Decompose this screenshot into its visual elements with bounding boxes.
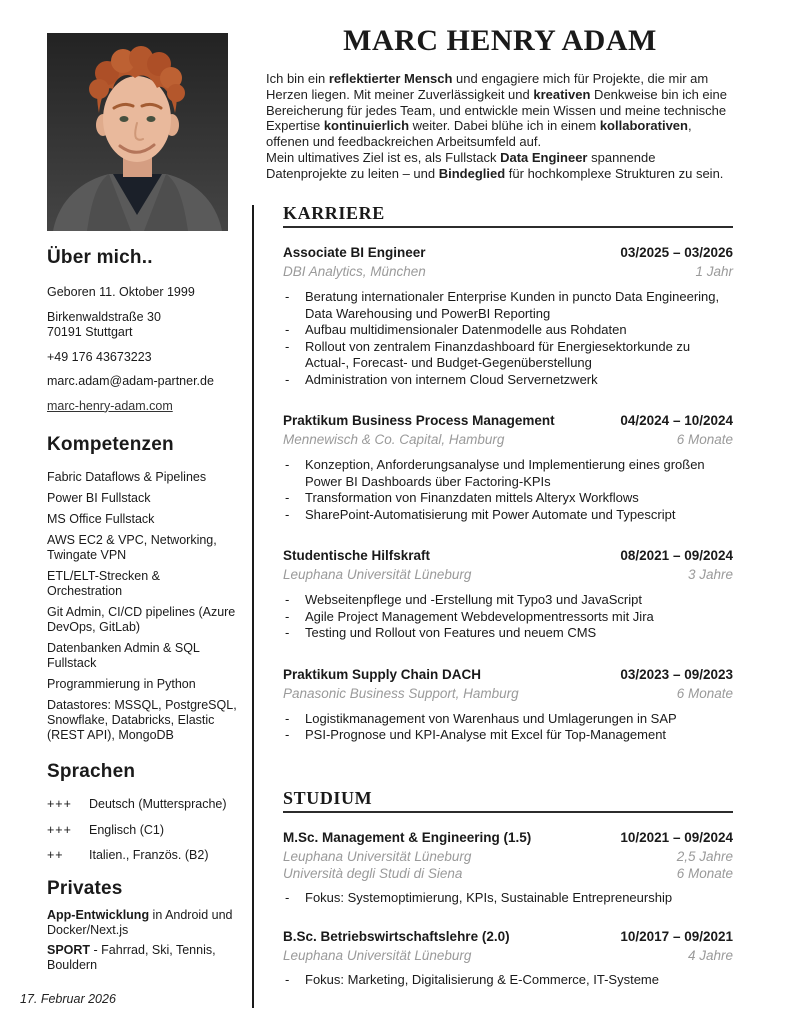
bullet-dash: - [285, 592, 290, 607]
institution-duration: 4 Jahre [687, 948, 733, 963]
language-label: Italien., Französ. (B2) [89, 848, 209, 862]
bullet-item [283, 457, 733, 490]
bullet-item [283, 890, 733, 907]
institution-row [283, 848, 733, 865]
bullet-dash: - [285, 338, 290, 354]
education-section-heading: STUDIUM [283, 788, 733, 813]
privates-heading: Privates [47, 877, 123, 899]
address-block [47, 310, 237, 341]
bullet-text: Konzeption, Anforderungsanalyse und Implementierung eines großen Power BI Dashboards über Factoring-KPIs [305, 457, 705, 489]
skill-item: Programmierung in Python [47, 677, 196, 691]
bullet-dash: - [285, 625, 290, 640]
bullet-item [283, 507, 733, 524]
address-line-1: Birkenwaldstraße 30 [47, 309, 161, 324]
institution-duration: 2,5 Jahre [676, 848, 733, 864]
job-duration: 1 Jahr [695, 264, 733, 279]
bullet-text: SharePoint-Automatisierung mit Power Automate und Typescript [305, 506, 676, 522]
job-dates: 08/2021 – 09/2024 [620, 548, 733, 563]
degree-title: M.Sc. Management & Engineering (1.5) [283, 829, 532, 845]
bullet-item [283, 490, 733, 507]
bullet-item [283, 625, 733, 642]
job-subheader-row [283, 685, 733, 702]
privates-line-sport: SPORT - Fahrrad, Ski, Tennis, Bouldern [47, 942, 216, 972]
language-label: Englisch (C1) [89, 822, 165, 837]
job-duration: 3 Jahre [687, 567, 733, 582]
language-level: +++ [47, 797, 72, 811]
intro-paragraph: Ich bin ein reflektierter Mensch und engagiere mich für Projekte, die mir am Herzen liegen. Mit meiner Zuverlässigkeit und kreativen Denkweise bin ich eine Bereicherung für jedes Team, und entwickle mein Wissen und meine technische Expertise kontinuierlich weiter. Dabei blühe ich in einem kollaborativen, offenen und feedbackreichen Arbeitsumfeld auf. Mein ultimatives Ziel ist es, als Fullstack Data Engineer spannende Datenprojekte zu leiten – und Bindeglied für hochkomplexe Strukturen zu sein. [266, 71, 728, 181]
bullet-item [283, 609, 733, 626]
institution-duration: 6 Monate [676, 865, 733, 881]
bullet-text: Aufbau multidimensionaler Datenmodelle aus Rohdaten [305, 322, 627, 337]
institution-name: Leuphana Universität Lüneburg [283, 948, 472, 963]
job-bullets [283, 289, 733, 388]
job-bullets [283, 457, 733, 523]
institution-name: Università degli Studi di Siena [283, 865, 463, 881]
bullet-dash: - [285, 490, 290, 505]
job-bullets [283, 592, 733, 642]
bullet-item [283, 592, 733, 609]
skill-item: Datastores: MSSQL, PostgreSQL, Snowflake, Databricks, Elastic (REST API), MongoDB [47, 698, 237, 742]
job-header-row [283, 412, 733, 429]
job-title: Studentische Hilfskraft [283, 548, 431, 563]
degree-header-row [283, 829, 733, 846]
institution-row [283, 865, 733, 882]
bullet-item [283, 372, 733, 389]
job-subheader-row [283, 431, 733, 448]
job-duration: 6 Monate [676, 432, 733, 447]
skill-item: AWS EC2 & VPC, Networking, Twingate VPN [47, 533, 217, 562]
job-title: Praktikum Supply Chain DACH [283, 666, 482, 682]
bullet-text: Rollout von zentralem Finanzdashboard für Energiesektorkunde zu Actual-, Forecast- und Budget-Gegenüberstellung [305, 338, 691, 370]
column-divider-line [252, 205, 254, 1008]
about-list [47, 285, 237, 414]
job-header-row [283, 666, 733, 683]
degree-title: B.Sc. Betriebswirtschaftslehre (2.0) [283, 929, 510, 944]
job-header-row [283, 547, 733, 564]
degree-dates: 10/2021 – 09/2024 [620, 829, 733, 845]
page-title: MARC HENRY ADAM [343, 24, 657, 57]
bullet-dash: - [285, 289, 290, 304]
bullet-dash: - [285, 506, 290, 522]
bullet-text: Beratung internationaler Enterprise Kunden in puncto Data Engineering, Data Warehousing und PowerBI Reporting [305, 289, 720, 321]
website-line [47, 399, 237, 415]
about-heading: Über mich.. [47, 247, 153, 268]
degree-bullets [283, 890, 733, 907]
skill-item: Power BI Fullstack [47, 491, 151, 505]
header [266, 24, 734, 195]
job-dates: 04/2024 – 10/2024 [620, 413, 733, 428]
bullet-item [283, 289, 733, 322]
job-entry [283, 547, 733, 642]
privates-line-apps: App-Entwicklung in Android und Docker/Next.js [47, 907, 233, 937]
job-dates: 03/2025 – 03/2026 [620, 245, 733, 260]
skill-item: Fabric Dataflows & Pipelines [47, 470, 207, 484]
bullet-dash: - [285, 322, 290, 337]
degree-dates: 10/2017 – 09/2021 [620, 929, 733, 944]
website-link[interactable]: marc-henry-adam.com [47, 398, 173, 413]
bullet-item [283, 711, 733, 728]
job-company: Mennewisch & Co. Capital, Hamburg [283, 432, 505, 447]
bullet-dash: - [285, 972, 290, 987]
institution-name: Leuphana Universität Lüneburg [283, 848, 472, 864]
language-row [47, 848, 237, 864]
birth-line: Geboren 11. Oktober 1999 [47, 285, 195, 299]
skills-heading: Kompetenzen [47, 434, 174, 455]
job-header-row [283, 244, 733, 261]
bullet-dash: - [285, 889, 290, 905]
bullet-item [283, 322, 733, 339]
skill-item: Datenbanken Admin & SQL Fullstack [47, 641, 200, 670]
job-duration: 6 Monate [676, 685, 733, 701]
job-title: Praktikum Business Process Management [283, 413, 555, 428]
job-company: Leuphana Universität Lüneburg [283, 567, 472, 582]
career-entries [283, 244, 733, 744]
job-company: DBI Analytics, München [283, 264, 426, 279]
job-subheader-row [283, 566, 733, 583]
career-section-heading: KARRIERE [283, 203, 733, 228]
job-entry [283, 412, 733, 523]
job-entry [283, 244, 733, 388]
bullet-text: Fokus: Marketing, Digitalisierung & E-Commerce, IT-Systeme [305, 972, 659, 987]
degree-header-row [283, 928, 733, 945]
skill-item: MS Office Fullstack [47, 512, 155, 526]
bullet-item [283, 972, 733, 989]
bullet-dash: - [285, 457, 290, 472]
skills-list [47, 470, 237, 743]
language-level: ++ [47, 848, 64, 862]
address-line-2: 70191 Stuttgart [47, 325, 133, 339]
portrait-photo [47, 33, 228, 231]
education-entries [283, 829, 733, 989]
bullet-text: PSI-Prognose und KPI-Analyse mit Excel für Top-Management [305, 727, 667, 742]
bullet-dash: - [285, 710, 290, 726]
degree-entry [283, 928, 733, 989]
bullet-text: Webseitenpflege und -Erstellung mit Typo3 und JavaScript [305, 592, 642, 607]
language-level: +++ [47, 822, 72, 837]
language-label: Deutsch (Muttersprache) [89, 797, 227, 811]
bullet-item [283, 727, 733, 744]
phone-line: +49 176 43673223 [47, 349, 152, 364]
institution-row [283, 947, 733, 964]
skill-item: ETL/ELT-Strecken & Orchestration [47, 569, 161, 598]
languages-heading: Sprachen [47, 761, 136, 782]
job-subheader-row [283, 263, 733, 280]
privates-list [47, 908, 237, 974]
bullet-text: Logistikmanagement von Warenhaus und Umlagerungen in SAP [305, 710, 677, 726]
job-dates: 03/2023 – 09/2023 [620, 666, 733, 682]
bullet-text: Transformation von Finanzdaten mittels Alteryx Workflows [305, 490, 639, 505]
bullet-item [283, 339, 733, 372]
language-row [47, 823, 237, 839]
skill-item: Git Admin, CI/CD pipelines (Azure DevOps, GitLab) [47, 605, 236, 634]
bullet-dash: - [285, 371, 290, 387]
degree-entry [283, 829, 733, 907]
job-title: Associate BI Engineer [283, 245, 426, 260]
bullet-text: Testing und Rollout von Features und neuem CMS [305, 625, 597, 640]
languages-list [47, 797, 237, 864]
sidebar [47, 0, 237, 978]
bullet-text: Fokus: Systemoptimierung, KPIs, Sustainable Entrepreneurship [305, 889, 673, 905]
bullet-dash: - [285, 608, 290, 624]
job-bullets [283, 711, 733, 744]
job-company: Panasonic Business Support, Hamburg [283, 685, 519, 701]
bullet-text: Agile Project Management Webdevelopmentressorts mit Jira [305, 608, 654, 624]
bullet-dash: - [285, 727, 290, 742]
degree-bullets [283, 972, 733, 989]
footer-date: 17. Februar 2026 [20, 992, 116, 1006]
language-row [47, 797, 237, 813]
email-line: marc.adam@adam-partner.de [47, 374, 214, 388]
job-entry [283, 666, 733, 744]
bullet-text: Administration von internem Cloud Servernetzwerk [305, 371, 598, 387]
main-content [283, 203, 733, 1011]
